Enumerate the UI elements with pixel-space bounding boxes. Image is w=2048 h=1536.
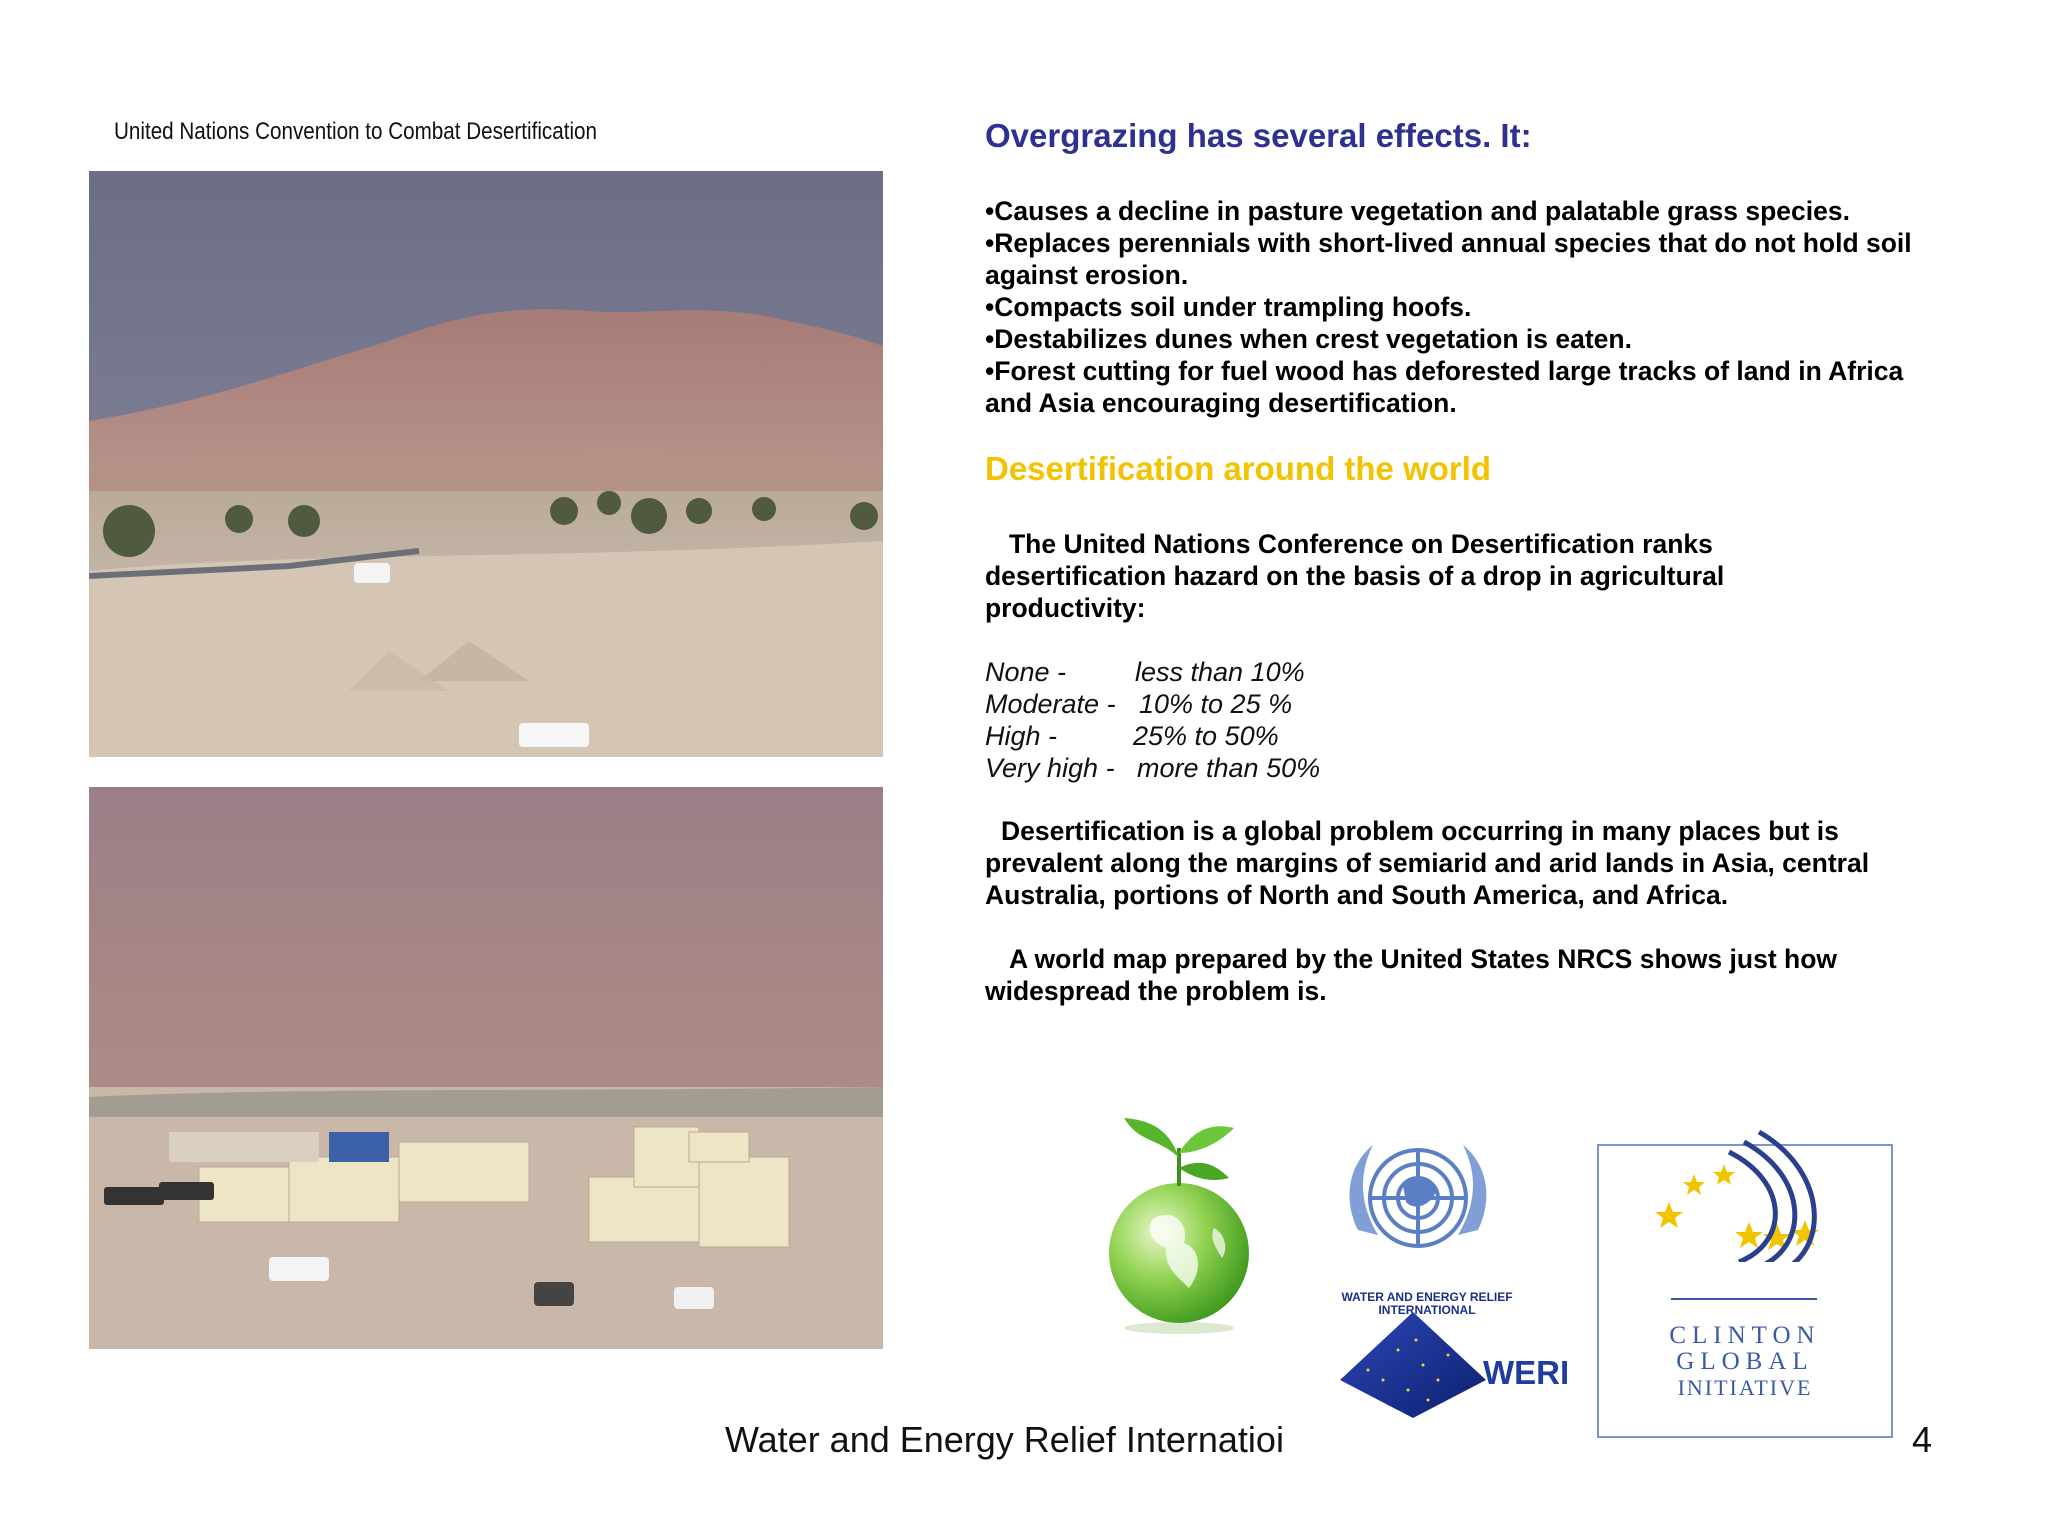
hazard-level-name: Very high - (985, 753, 1115, 783)
cgi-line1: CLINTON (1669, 1322, 1821, 1349)
dust-storm-photo-top (89, 171, 883, 757)
cgi-divider (1671, 1298, 1817, 1300)
world-heading: Desertification around the world (985, 450, 1492, 487)
dust-storm-camp-photo (89, 787, 883, 1349)
hazard-level-range: more than 50% (1137, 753, 1321, 783)
footer-text: Water and Energy Relief Internatioi (725, 1419, 1284, 1460)
green-globe-logo (1104, 1108, 1254, 1343)
un-emblem-icon (1338, 1130, 1498, 1275)
hazard-level-name: None - (985, 657, 1067, 687)
global-problem-text: Desertification is a global problem occurring in many places but is prevalent along the margins of semiarid and arid lands in Asia, central Australia, portions of North and South America, and Africa. (985, 816, 1870, 910)
hazard-level-range: less than 10% (1135, 657, 1305, 687)
list-item: •Forest cutting for fuel wood has deforested large tracks of land in Africa and Asia encouraging desertification. (985, 356, 1904, 418)
hazard-levels (985, 656, 1985, 784)
un-conference-paragraph (985, 528, 1805, 624)
page-number: 4 (1912, 1419, 1933, 1460)
nrcs-map-paragraph (985, 943, 1905, 1007)
hazard-level-row (985, 688, 1985, 720)
list-item: •Compacts soil under trampling hoofs. (985, 292, 1472, 322)
overgrazing-heading: Overgrazing has several effects. It: (985, 117, 1532, 154)
clinton-global-initiative-logo (1597, 1144, 1893, 1438)
list-item: •Causes a decline in pasture vegetation and palatable grass species. (985, 196, 1850, 226)
list-item: •Replaces perennials with short-lived annual species that do not hold soil against erosion. (985, 228, 1912, 290)
hazard-level-name: High - (985, 721, 1058, 751)
un-conference-text: The United Nations Conference on Desertification ranks desertification hazard on the basis of a drop in agricultural productivity: (985, 529, 1725, 623)
cgi-emblem-icon (1599, 1112, 1891, 1262)
cgi-line3: INITIATIVE (1677, 1375, 1813, 1400)
nrcs-map-text: A world map prepared by the United States NRCS shows just how widespread the problem is. (985, 944, 1837, 1006)
hazard-level-name: Moderate - (985, 689, 1116, 719)
photo-caption: United Nations Convention to Combat Desertification (114, 118, 597, 145)
hazard-level-row (985, 752, 1985, 784)
hazard-level-range: 25% to 50% (1133, 721, 1279, 751)
weri-diamond-icon (1338, 1310, 1488, 1425)
hazard-level-row (985, 656, 1985, 688)
cgi-line2: GLOBAL (1676, 1348, 1814, 1375)
hazard-level-row (985, 720, 1985, 752)
hazard-level-range: 10% to 25 % (1139, 689, 1293, 719)
weri-caption: WATER AND ENERGY RELIEF INTERNATIONAL (1341, 1290, 1513, 1317)
list-item: •Destabilizes dunes when crest vegetation is eaten. (985, 324, 1632, 354)
weri-wordmark: WERI (1483, 1354, 1570, 1391)
global-problem-paragraph (985, 815, 1945, 911)
overgrazing-effects-list (985, 195, 1985, 419)
